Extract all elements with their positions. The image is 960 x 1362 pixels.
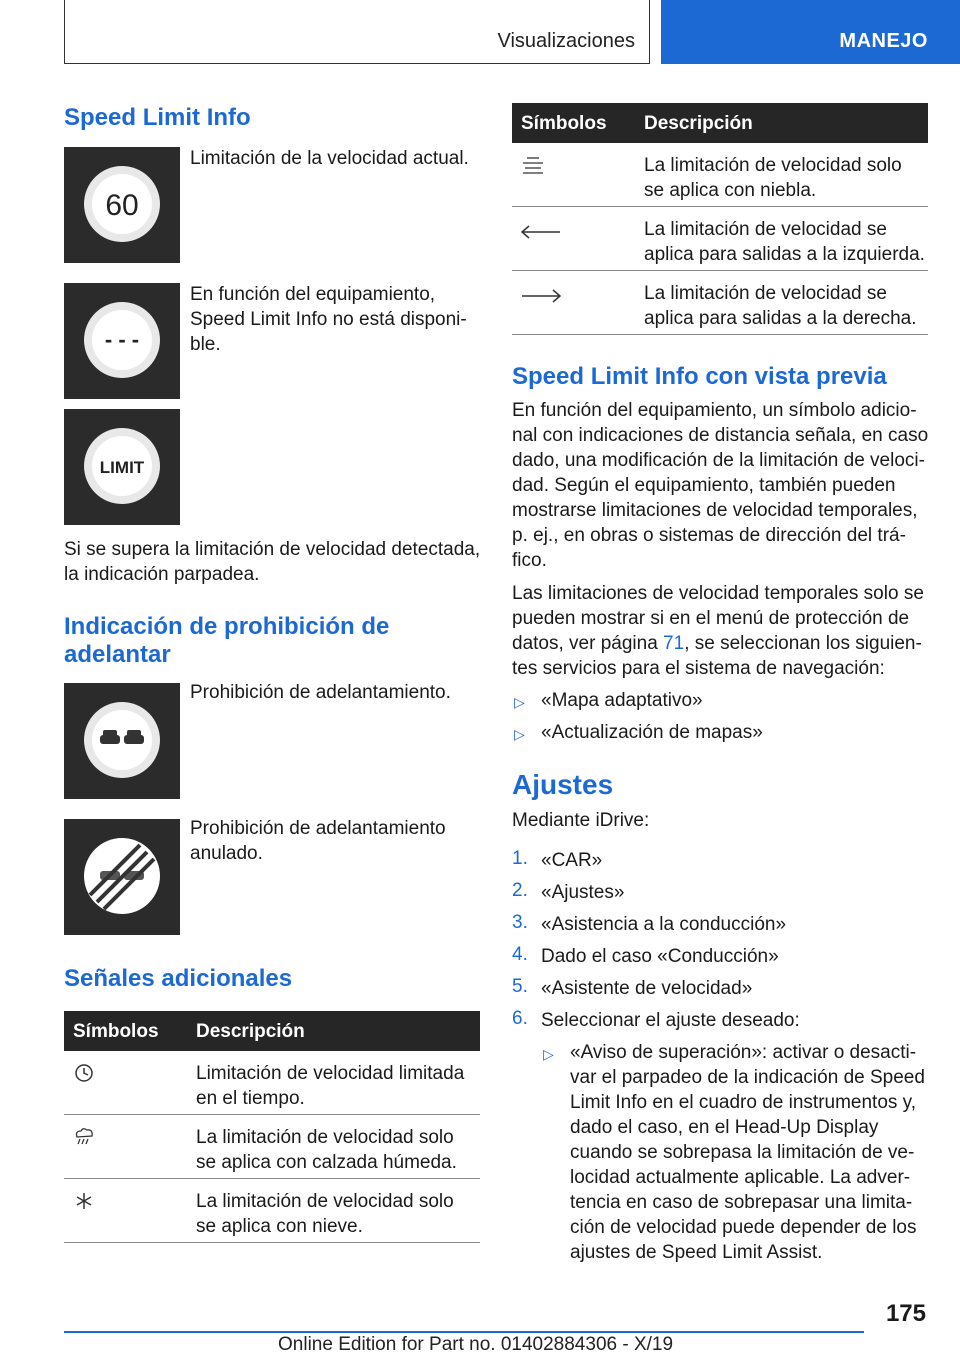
table-row (64, 1115, 480, 1179)
step-text: Dado el caso «Conducción» (541, 946, 779, 967)
arrow-right-icon (520, 289, 562, 303)
table-row (512, 143, 928, 207)
step-text: Seleccionar el ajuste deseado: (541, 1010, 800, 1031)
bullet-item: «Actualización de mapas» (541, 722, 763, 743)
description-line: La limitación de velocidad solo (196, 1191, 454, 1212)
page-link[interactable]: 71 (663, 633, 685, 654)
table-row-description (644, 281, 917, 331)
additional-signs-table (64, 1011, 480, 1243)
sub-bullet-line: ajustes de Speed Limit Assist. (570, 1242, 823, 1263)
sub-bullet-line: locidad actualmente aplicable. La adver- (570, 1167, 911, 1188)
paragraph-line: En función del equipamiento, un símbolo adicio- (512, 400, 917, 421)
paragraph-line: nal con indicaciones de distancia señala, en caso (512, 425, 929, 446)
sign1-label: 60 (105, 189, 139, 222)
table-row-description (644, 217, 925, 267)
sub-bullet-line: ción de velocidad puede depender de los (570, 1217, 917, 1238)
paragraph-line: dado, una modificación de la limitación de veloci- (512, 450, 925, 471)
table-col-description: Descripción (644, 113, 753, 134)
heading-additional-signs: Señales adicionales (64, 965, 293, 992)
heading-line: Indicación de prohibición de (64, 613, 390, 640)
paragraph-line: tes servicios para el sistema de navegación: (512, 658, 885, 679)
end-no-overtaking-sign-icon (64, 819, 180, 935)
exceed-line: la indicación parpadea. (64, 564, 260, 585)
sign-not-available (64, 283, 180, 399)
bullet-triangle-icon: ▷ (514, 694, 525, 710)
heading-speed-limit-info: Speed Limit Info (64, 104, 251, 131)
step-number: 1. (512, 848, 528, 869)
description-line: La limitación de velocidad se (644, 219, 887, 240)
sign4-description: Prohibición de adelantamiento. (190, 682, 451, 703)
heading-no-overtaking (64, 613, 389, 669)
sub-bullet-text (570, 1040, 925, 1265)
step-text: «CAR» (541, 850, 603, 871)
data-protection-paragraph (512, 581, 924, 681)
bullet-item: «Mapa adaptativo» (541, 690, 703, 711)
description-line: se aplica con niebla. (644, 180, 817, 201)
table-row-description (196, 1189, 454, 1239)
sign5-description (190, 816, 446, 866)
paragraph-line: Las limitaciones de velocidad temporales solo se (512, 583, 924, 604)
sign5-line: anulado. (190, 843, 263, 864)
step-number: 2. (512, 880, 528, 901)
header-section-title: Visualizaciones (497, 30, 635, 52)
table-col-symbols: Símbolos (73, 1021, 159, 1042)
speed-60-sign-icon (64, 147, 180, 263)
paragraph-line: dad. Según el equipamiento, también pueden (512, 475, 896, 496)
step-text: «Ajustes» (541, 882, 625, 903)
step-number: 6. (512, 1008, 528, 1029)
bullet-triangle-icon: ▷ (543, 1046, 554, 1062)
fog-icon (520, 155, 546, 177)
sign3-label: LIMIT (99, 458, 145, 477)
description-line: en el tiempo. (196, 1088, 305, 1109)
description-line: La limitación de velocidad se (644, 283, 887, 304)
sign-no-overtaking (64, 683, 180, 799)
paragraph-text: datos, ver página (512, 633, 664, 654)
table-col-description: Descripción (196, 1021, 305, 1042)
sub-bullet-line: dado el caso, en el Head-Up Display (570, 1117, 879, 1138)
sign5-line: Prohibición de adelantamiento (190, 818, 446, 839)
table-row (64, 1179, 480, 1243)
table-header (512, 103, 928, 143)
sign-limit (64, 409, 180, 525)
paragraph-line: fico. (512, 550, 547, 571)
heading-settings: Ajustes (512, 769, 614, 800)
sub-bullet-line: cuando se sobrepasa la limitación de ve- (570, 1142, 915, 1163)
additional-signs-table-continued (512, 103, 928, 335)
heading-line: adelantar (64, 641, 171, 668)
sign1-description: Limitación de la velocidad actual. (190, 148, 469, 169)
description-line: se aplica con nieve. (196, 1216, 363, 1237)
sign-speed-60 (64, 147, 180, 263)
sign2-line: En función del equipamiento, (190, 284, 436, 305)
table-header (64, 1011, 480, 1051)
description-line: aplica para salidas a la derecha. (644, 308, 917, 329)
step-number: 5. (512, 976, 528, 997)
limit-sign-icon (64, 409, 180, 525)
step-text: «Asistencia a la conducción» (541, 914, 787, 935)
footer-divider (64, 1331, 864, 1333)
rain-cloud-icon (72, 1127, 96, 1147)
table-row (512, 207, 928, 271)
table-row-description (196, 1061, 464, 1111)
paragraph-line: p. ej., en obras o sistemas de dirección del trá- (512, 525, 906, 546)
description-line: Limitación de velocidad limitada (196, 1063, 465, 1084)
step-number: 4. (512, 944, 528, 965)
description-line: La limitación de velocidad solo (644, 155, 902, 176)
step-number: 3. (512, 912, 528, 933)
sub-bullet-line: «Aviso de superación»: activar o desacti- (570, 1042, 917, 1063)
exceed-text (64, 537, 480, 587)
page-number: 175 (885, 1300, 926, 1327)
exceed-line: Si se supera la limitación de velocidad detectada, (64, 539, 481, 560)
footer-edition: Online Edition for Part no. 01402884306 - X/19 (278, 1334, 674, 1355)
arrow-left-icon (520, 225, 562, 239)
table-row (64, 1051, 480, 1115)
snowflake-icon (72, 1191, 96, 1211)
sign2-line: Speed Limit Info no está disponi- (190, 309, 467, 330)
sign2-description (190, 282, 467, 357)
table-row (512, 271, 928, 335)
header-chapter-title: MANEJO (839, 30, 928, 52)
header-section-box (64, 0, 650, 64)
via-idrive: Mediante iDrive: (512, 810, 650, 831)
paragraph-text: , se seleccionan los siguien- (684, 633, 922, 654)
description-line: se aplica con calzada húmeda. (196, 1152, 457, 1173)
no-overtaking-sign-icon (64, 683, 180, 799)
sign2-label: - - - (104, 327, 140, 352)
sub-bullet-line: Limit Info en el cuadro de instrumentos y, (570, 1092, 917, 1113)
header-chapter-tab[interactable] (661, 0, 960, 64)
sub-bullet-line: var el parpadeo de la indicación de Speed (570, 1067, 925, 1088)
table-row-description (196, 1125, 457, 1175)
paragraph-line (512, 631, 924, 656)
sub-bullet-line: tencia en caso de sobrepasar una limita- (570, 1192, 913, 1213)
heading-preview: Speed Limit Info con vista previa (512, 363, 887, 390)
sign-end-no-overtaking (64, 819, 180, 935)
sign2-line: ble. (190, 334, 221, 355)
description-line: aplica para salidas a la izquierda. (644, 244, 925, 265)
no-limit-sign-icon (64, 283, 180, 399)
table-col-symbols: Símbolos (521, 113, 607, 134)
step-text: «Asistente de velocidad» (541, 978, 753, 999)
table-row-description (644, 153, 902, 203)
description-line: La limitación de velocidad solo (196, 1127, 454, 1148)
paragraph-line: pueden mostrar si en el menú de protección de (512, 608, 910, 629)
bullet-triangle-icon: ▷ (514, 726, 525, 742)
paragraph-line: mostrarse limitaciones de velocidad temporales, (512, 500, 918, 521)
clock-icon (72, 1063, 96, 1083)
preview-paragraph (512, 398, 928, 573)
